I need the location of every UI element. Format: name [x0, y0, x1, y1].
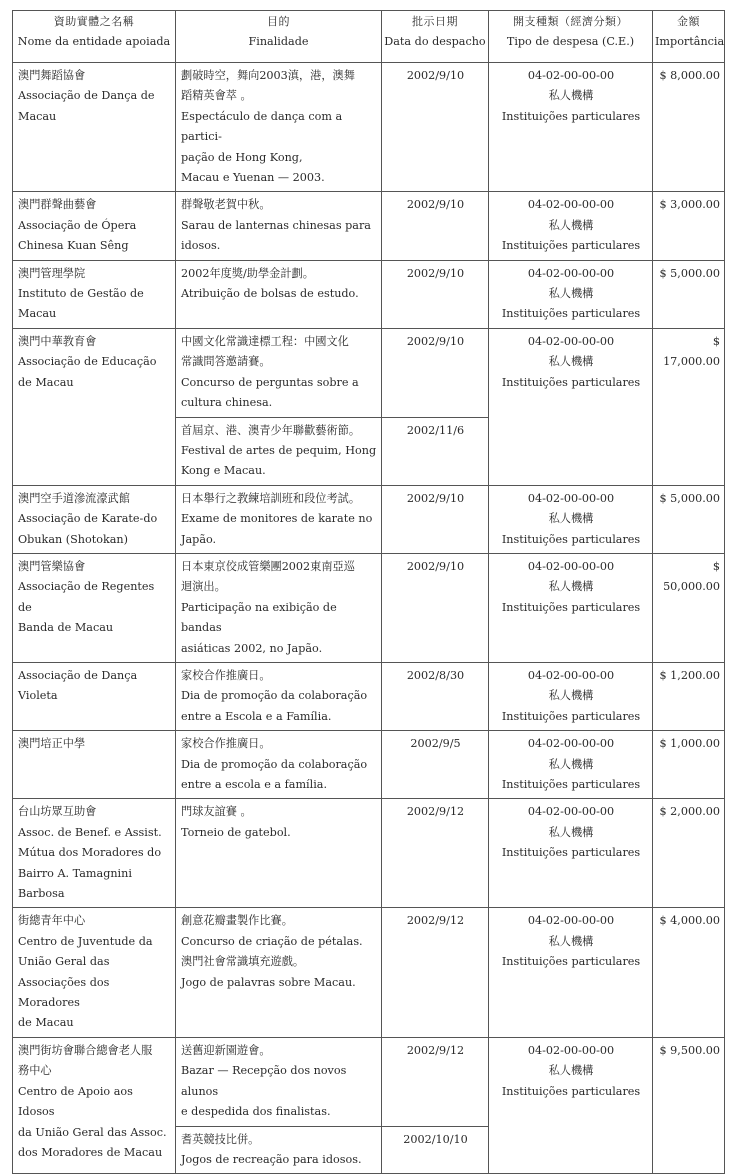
- amount-cell: [653, 485, 725, 553]
- date-cell-text: 2002/9/10: [406, 559, 465, 573]
- date-cell: [382, 63, 489, 192]
- type-cell-text: 04-02-00-00-00 私人機構 Instituições particulares: [501, 334, 641, 389]
- type-cell: [489, 908, 653, 1037]
- table-row: [13, 63, 725, 192]
- purpose-cell: [176, 799, 382, 908]
- date-cell: [382, 553, 489, 662]
- type-cell: [489, 485, 653, 553]
- purpose-cell: [176, 662, 382, 730]
- purpose-cell: [176, 328, 382, 417]
- header-purpose-zh: 目的: [267, 15, 290, 28]
- header-amount-pt: Importância: [655, 35, 725, 48]
- date-cell: [382, 1126, 489, 1174]
- header-entity: [13, 11, 176, 63]
- purpose-cell-text: 2002年度獎/助學金計劃。 Atribuição de bolsas de estudo.: [181, 266, 359, 301]
- type-cell: [489, 192, 653, 260]
- header-amount-zh: 金額: [677, 15, 700, 28]
- date-cell-text: 2002/8/30: [406, 668, 465, 682]
- type-cell: [489, 63, 653, 192]
- amount-cell: [653, 662, 725, 730]
- type-cell-text: 04-02-00-00-00 私人機構 Instituições particulares: [501, 737, 641, 791]
- table-row: [13, 328, 725, 417]
- type-cell-text: 04-02-00-00-00 私人機構 Instituições particulares: [501, 805, 641, 860]
- type-cell: [489, 1037, 653, 1173]
- date-cell-text: 2002/9/10: [406, 266, 465, 280]
- amount-cell-text: $ 17,000.00: [663, 334, 720, 369]
- purpose-cell-text: 耆英競技比併。 Jogos de recreação para idosos.: [181, 1132, 362, 1166]
- entity-cell-text: 澳門舞蹈協會 Associação de Dança de Macau: [18, 69, 155, 123]
- type-cell: [489, 731, 653, 799]
- purpose-cell: [176, 1037, 382, 1126]
- amount-cell: [653, 328, 725, 485]
- amount-cell-text: $ 1,200.00: [659, 668, 720, 682]
- amount-cell: [653, 908, 725, 1037]
- entity-cell: [13, 192, 176, 260]
- type-cell-text: 04-02-00-00-00 私人機構 Instituições particulares: [501, 69, 641, 123]
- header-purpose: [176, 11, 382, 63]
- date-cell: [382, 908, 489, 1037]
- header-entity-zh: 資助實體之名稱: [53, 15, 135, 28]
- purpose-cell: [176, 485, 382, 553]
- entity-cell: [13, 731, 176, 799]
- entity-cell-text: 台山坊眾互助會 Assoc. de Benef. e Assist. Mútua dos Moradores do Bairro A. Tamagnini Barbosa: [18, 805, 162, 901]
- entity-cell-text: 澳門管樂協會 Associação de Regentes de Banda de Macau: [18, 559, 155, 635]
- type-cell-text: 04-02-00-00-00 私人機構 Instituições particulares: [501, 1043, 641, 1098]
- table-row: [13, 485, 725, 553]
- header-date-zh: 批示日期: [412, 15, 458, 28]
- entity-cell-text: 澳門群聲曲藝會 Associação de Ópera Chinesa Kuan Sêng: [18, 198, 137, 253]
- amount-cell-text: $ 5,000.00: [659, 491, 720, 505]
- entity-cell: [13, 260, 176, 328]
- entity-cell: [13, 1037, 176, 1173]
- purpose-cell: [176, 731, 382, 799]
- amount-cell-text: $ 5,000.00: [659, 266, 720, 280]
- entity-cell: [13, 485, 176, 553]
- amount-cell-text: $ 9,500.00: [659, 1043, 720, 1057]
- header-amount: [653, 11, 725, 63]
- date-cell: [382, 1037, 489, 1126]
- amount-cell: [653, 63, 725, 192]
- table-row: [13, 799, 725, 908]
- amount-cell: [653, 260, 725, 328]
- type-cell-text: 04-02-00-00-00 私人機構 Instituições particulares: [501, 914, 641, 969]
- purpose-cell-text: 中國文化常識達標工程：中國文化 常識問答邀請賽。 Concurso de perguntas sobre a cultura chinesa.: [181, 334, 359, 410]
- amount-cell-text: $ 50,000.00: [663, 559, 720, 594]
- purpose-cell-text: 家校合作推廣日。 Dia de promoção da colaboração entre a Escola e a Família.: [181, 668, 368, 723]
- type-cell-text: 04-02-00-00-00 私人機構 Instituições particulares: [501, 491, 641, 546]
- table-body: [13, 63, 725, 1174]
- entity-cell-text: 澳門空手道滲流濠武館 Associação de Karate-do Obukan (Shotokan): [18, 491, 158, 546]
- table-row: [13, 260, 725, 328]
- date-cell: [382, 260, 489, 328]
- date-cell-text: 2002/9/5: [410, 737, 461, 751]
- purpose-cell: [176, 260, 382, 328]
- table-row: [13, 192, 725, 260]
- purpose-cell-text: 日本東京佼成管樂團2002東南亞巡 迴演出。 Participação na exibição de bandas asiáticas 2002, no Japão.: [181, 559, 355, 655]
- header-type-pt: Tipo de despesa (C.E.): [506, 35, 635, 48]
- purpose-cell: [176, 192, 382, 260]
- type-cell: [489, 328, 653, 485]
- amount-cell-text: $ 2,000.00: [659, 805, 720, 819]
- purpose-cell-text: 日本舉行之教練培訓班和段位考試。 Exame de monitores de karate no Japão.: [181, 491, 373, 546]
- type-cell-text: 04-02-00-00-00 私人機構 Instituições particulares: [501, 668, 641, 723]
- header-purpose-pt: Finalidade: [248, 35, 309, 48]
- date-cell-text: 2002/11/6: [406, 423, 465, 437]
- purpose-cell: [176, 553, 382, 662]
- amount-cell: [653, 731, 725, 799]
- purpose-cell-text: 家校合作推廣日。 Dia de promoção da colaboração entre a escola e a família.: [181, 737, 368, 791]
- amount-cell: [653, 799, 725, 908]
- date-cell-text: 2002/9/12: [406, 914, 465, 928]
- type-cell-text: 04-02-00-00-00 私人機構 Instituições particulares: [501, 198, 641, 253]
- type-cell: [489, 662, 653, 730]
- date-cell-text: 2002/9/10: [406, 69, 465, 82]
- subsidy-table: [12, 10, 725, 1174]
- entity-cell-text: 澳門培正中學: [18, 737, 86, 751]
- amount-cell: [653, 553, 725, 662]
- date-cell-text: 2002/9/12: [406, 805, 465, 819]
- entity-cell-text: 街總青年中心 Centro de Juventude da União Geral das Associações dos Moradores de Macau: [18, 914, 153, 1030]
- entity-cell-text: 澳門街坊會聯合總會老人服 務中心 Centro de Apoio aos Idosos da União Geral das Assoc. dos Moradores de Macau: [18, 1043, 167, 1159]
- type-cell-text: 04-02-00-00-00 私人機構 Instituições particulares: [501, 266, 641, 321]
- type-cell: [489, 553, 653, 662]
- type-cell-text: 04-02-00-00-00 私人機構 Instituições particulares: [501, 559, 641, 614]
- purpose-cell-text: 門球友誼賽 。 Torneio de gatebol.: [181, 805, 291, 839]
- date-cell: [382, 192, 489, 260]
- purpose-cell-text: 創意花瓣畫製作比賽。 Concurso de criação de pétalas. 澳門社會常識填充遊戲。 Jogo de palavras sobre Macau.: [181, 914, 363, 989]
- amount-cell-text: $ 1,000.00: [659, 737, 720, 751]
- purpose-cell: [176, 63, 382, 192]
- header-type: [489, 11, 653, 63]
- purpose-cell: [176, 1126, 382, 1174]
- purpose-cell-text: 群聲敬老賀中秋。 Sarau de lanternas chinesas para idosos.: [181, 198, 371, 253]
- date-cell-text: 2002/9/10: [406, 491, 465, 505]
- purpose-cell: [176, 908, 382, 1037]
- document-page: [12, 10, 724, 1174]
- header-row: [13, 11, 725, 63]
- table-row: [13, 1037, 725, 1126]
- date-cell: [382, 417, 489, 485]
- date-cell: [382, 662, 489, 730]
- entity-cell-text: Associação de Dança Violeta: [18, 668, 138, 703]
- date-cell-text: 2002/9/10: [406, 198, 465, 212]
- header-entity-pt: Nome da entidade apoiada: [17, 35, 171, 48]
- amount-cell-text: $ 4,000.00: [659, 914, 720, 928]
- purpose-cell: [176, 417, 382, 485]
- date-cell-text: 2002/9/10: [406, 334, 465, 348]
- entity-cell: [13, 908, 176, 1037]
- table-row: [13, 731, 725, 799]
- amount-cell: [653, 192, 725, 260]
- entity-cell: [13, 63, 176, 192]
- date-cell-text: 2002/10/10: [403, 1132, 468, 1146]
- entity-cell: [13, 799, 176, 908]
- date-cell-text: 2002/9/12: [406, 1043, 465, 1057]
- header-type-zh: 開支種類（經濟分類）: [513, 15, 628, 28]
- entity-cell: [13, 662, 176, 730]
- date-cell: [382, 799, 489, 908]
- amount-cell-text: $ 8,000.00: [659, 69, 720, 82]
- date-cell: [382, 731, 489, 799]
- amount-cell-text: $ 3,000.00: [659, 198, 720, 212]
- entity-cell-text: 澳門中華教育會 Associação de Educação de Macau: [18, 334, 157, 389]
- entity-cell: [13, 328, 176, 485]
- date-cell: [382, 328, 489, 417]
- type-cell: [489, 799, 653, 908]
- purpose-cell-text: 劃破時空，舞向2003滇，港，澳舞 蹈精英會萃 。 Espectáculo de dança com a partici- pação de Hong Kong, Macau e Yuenan — 2003.: [181, 69, 355, 185]
- amount-cell: [653, 1037, 725, 1173]
- header-date-pt: Data do despacho: [384, 35, 486, 48]
- table-row: [13, 662, 725, 730]
- entity-cell-text: 澳門管理學院 Instituto de Gestão de Macau: [18, 266, 144, 321]
- header-date: [382, 11, 489, 63]
- table-row: [13, 908, 725, 1037]
- table-row: [13, 553, 725, 662]
- purpose-cell-text: 送舊迎新園遊會。 Bazar — Recepção dos novos alunos e despedida dos finalistas.: [181, 1043, 347, 1119]
- purpose-cell-text: 首屆京、港、澳青少年聯歡藝術節。 Festival de artes de pequim, Hong Kong e Macau.: [181, 423, 377, 478]
- type-cell: [489, 260, 653, 328]
- entity-cell: [13, 553, 176, 662]
- date-cell: [382, 485, 489, 553]
